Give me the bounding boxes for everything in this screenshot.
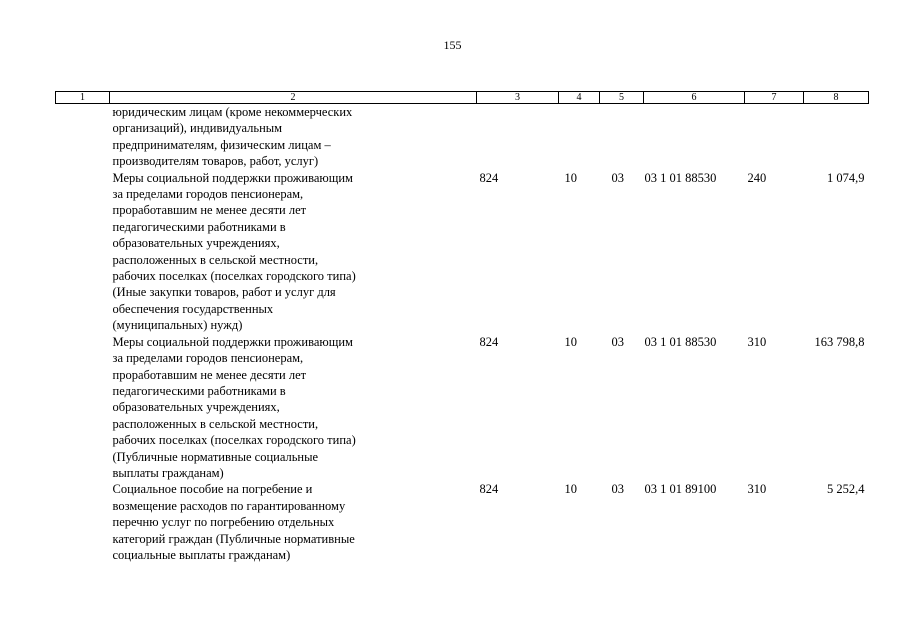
cell-index — [56, 104, 110, 170]
expense-name-line: образовательных учреждениях, — [112, 236, 280, 251]
subsection-code: 03 — [611, 482, 624, 497]
expense-type-code: 310 — [747, 334, 767, 349]
expense-name-line: перечню услуг по погребению отдельных — [112, 515, 335, 530]
table-body — [56, 104, 869, 564]
section-code: 10 — [564, 170, 577, 185]
expense-name-line: проработавшим не менее десяти лет — [112, 203, 307, 218]
table-row — [56, 104, 869, 170]
page-number: 155 — [443, 38, 462, 52]
expense-name-line: за пределами городов пенсионерам, — [112, 351, 304, 366]
expense-name — [110, 170, 477, 334]
expense-name-line: педагогическими работниками в — [112, 219, 286, 234]
target-article-code: 03 1 01 89100 — [644, 482, 717, 497]
column-header-5: 5 — [600, 92, 644, 104]
subsection-code: 03 — [611, 334, 624, 349]
amount-value: 1 074,9 — [827, 170, 865, 185]
admin-code: 824 — [479, 482, 499, 497]
column-header-4: 4 — [559, 92, 600, 104]
admin-code: 824 — [479, 170, 499, 185]
expense-name-line: организаций), индивидуальным — [112, 121, 283, 136]
expense-type-code: 240 — [747, 170, 767, 185]
expense-name-line: педагогическими работниками в — [112, 383, 286, 398]
expense-name-line: образовательных учреждениях, — [112, 400, 280, 415]
expense-name-line: возмещение расходов по гарантированному — [112, 498, 346, 513]
expense-name-line: Социальное пособие на погребение и — [112, 482, 313, 497]
column-header-1: 1 — [56, 92, 110, 104]
expense-name-line: социальные выплаты гражданам) — [112, 547, 291, 562]
expense-name-line: расположенных в сельской местности, — [112, 416, 319, 431]
admin-code: 824 — [479, 334, 499, 349]
subsection-code: 03 — [611, 170, 624, 185]
section-code: 10 — [564, 334, 577, 349]
expense-name-line: (Иные закупки товаров, работ и услуг для — [112, 285, 336, 300]
expense-name-line: рабочих поселках (поселках городского типа) — [112, 269, 356, 284]
expense-type-code: 310 — [747, 482, 767, 497]
expense-name-line: расположенных в сельской местности, — [112, 252, 319, 267]
section-code: 10 — [564, 482, 577, 497]
expense-name-line: рабочих поселках (поселках городского типа) — [112, 433, 356, 448]
target-article-code: 03 1 01 88530 — [644, 334, 717, 349]
column-header-2: 2 — [110, 92, 477, 104]
expense-name — [110, 481, 477, 563]
cell-index — [56, 334, 110, 482]
table-row — [56, 170, 869, 334]
expense-name-line: производителям товаров, работ, услуг) — [112, 154, 319, 169]
budget-table — [55, 91, 869, 563]
expense-name-line: предпринимателям, физическим лицам – — [112, 137, 331, 152]
expense-name-line: обеспечения государственных — [112, 301, 274, 316]
expense-name — [110, 104, 477, 170]
amount-value: 163 798,8 — [814, 334, 865, 349]
expense-name-line: (Публичные нормативные социальные — [112, 449, 319, 464]
target-article-code — [644, 104, 745, 170]
column-header-6: 6 — [644, 92, 745, 104]
target-article-code: 03 1 01 88530 — [644, 170, 717, 185]
expense-name-line: категорий граждан (Публичные нормативные — [112, 531, 355, 546]
section-code — [559, 104, 600, 170]
expense-name-line: проработавшим не менее десяти лет — [112, 367, 307, 382]
expense-name-line: Меры социальной поддержки проживающим — [112, 334, 353, 349]
cell-index — [56, 481, 110, 563]
expense-name-line: Меры социальной поддержки проживающим — [112, 170, 353, 185]
amount-value: 5 252,4 — [827, 482, 865, 497]
expense-name-line: выплаты гражданам) — [112, 465, 224, 480]
subsection-code — [600, 104, 644, 170]
expense-name — [110, 334, 477, 482]
column-header-8: 8 — [804, 92, 869, 104]
table-row — [56, 481, 869, 563]
table-row — [56, 334, 869, 482]
column-header-7: 7 — [745, 92, 804, 104]
cell-index — [56, 170, 110, 334]
admin-code — [477, 104, 559, 170]
expense-name-line: за пределами городов пенсионерам, — [112, 187, 304, 202]
expense-type-code — [745, 104, 804, 170]
expense-name-line: (муниципальных) нужд) — [112, 318, 243, 333]
column-number-header-row — [56, 92, 869, 104]
column-header-3: 3 — [477, 92, 559, 104]
amount-value — [804, 104, 869, 170]
expense-name-line: юридическим лицам (кроме некоммерческих — [112, 105, 353, 119]
